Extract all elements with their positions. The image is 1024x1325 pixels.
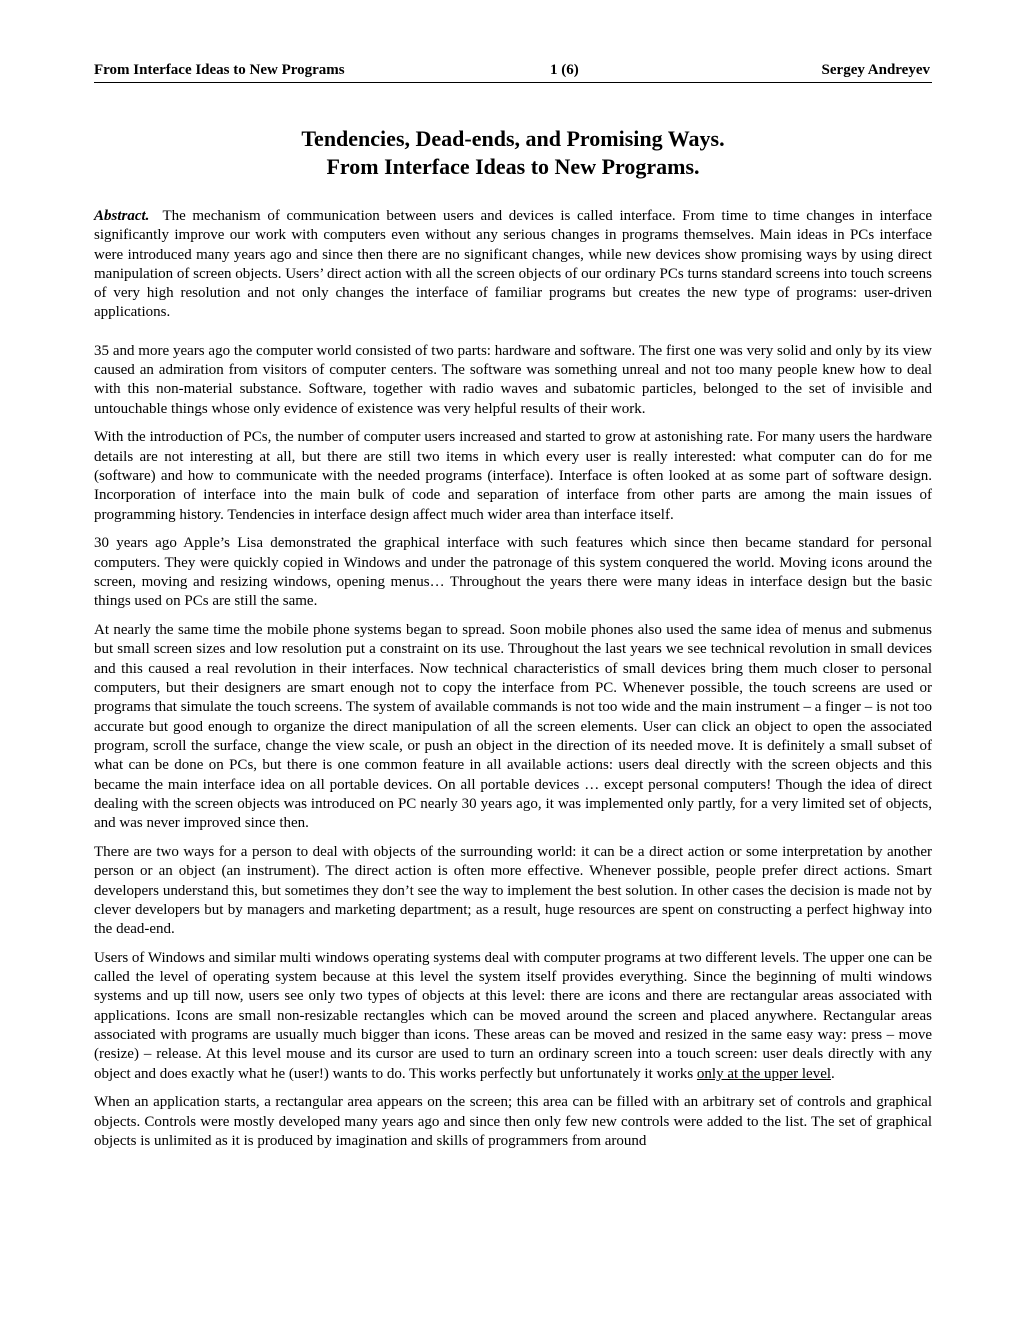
- paragraph-1: 35 and more years ago the computer world consisted of two parts: hardware and software. The first one was very solid and only by its view caused an admiration from visitors of computer centers. The software was something unreal and not too many people knew how to deal with this non-material substance. Software, together with radio waves and subatomic particles, belonged to the set of invisible and untouchable things whose only evidence of existence was very helpful results of their work.: [94, 342, 932, 417]
- paragraph-2: With the introduction of PCs, the number of computer users increased and started to grow at astonishing rate. For many users the hardware details are not interesting at all, but there are still two items in which every user is really interested: what computer can do for me (software) and how to communicate with the needed programs (interface). Interface is often looked at as some part of software design. Incorporation of interface into the main bulk of code and separation of interface from other parts are among the main issues of programming history. Tendencies in interface design affect much wider area than interface itself.: [94, 429, 932, 523]
- title-line-1: Tendencies, Dead-ends, and Promising Ways.: [301, 126, 725, 151]
- paper-body: [94, 207, 932, 1161]
- header-paper-title: From Interface Ideas to New Programs: [94, 62, 345, 78]
- page-header: [94, 60, 932, 83]
- paragraph-3: 30 years ago Apple’s Lisa demonstrated the graphical interface with such features which since then became standard for personal computers. They were quickly copied in Windows and under the patronage of this system conquered the world. Moving icons around the screen, moving and resizing windows, opening menus… Throughout the years there were many ideas in interface design but the basic things used on PCs are still the same.: [94, 535, 932, 610]
- header-page-number: 1 (6): [550, 62, 579, 78]
- underlined-phrase: only at the upper level: [696, 1065, 832, 1082]
- paragraph-4: At nearly the same time the mobile phone systems began to spread. Soon mobile phones also used the same idea of menus and submenus but small screen sizes and low resolution put a constraint on its use. Throughout the last years we see technical revolution in small devices and this caused a real revolution in their interfaces. Now technical characteristics of small devices bring them much closer to personal computers, but their designers are smart enough not to copy the interface from PC. Whenever possible, the touch screens are used or programs that simulate the touch screens. The system of available commands is not too wide and the main instrument – a finger – is not too accurate but good enough to organize the direct manipulation of all the screen elements. User can click an object to open the associated program, scroll the surface, change the view scale, or push an object in the direction of its needed move. It is definitely a small subset of what can be done on PCs, but there is one common feature in all available actions: users deal directly with the screen objects and this became the main interface idea on all portable devices. On all portable devices … except personal computers! Though the idea of direct dealing with the screen objects was introduced on PC nearly 30 years ago, it was implemented only partly, for a very limited set of objects, and was never improved since then.: [94, 622, 932, 832]
- paragraph-5: There are two ways for a person to deal with objects of the surrounding world: it can be a direct action or some interpretation by another person or an object (an instrument). The direct action is often more effective. Whenever possible, people prefer direct actions. Smart developers understand this, but sometimes they don’t see the way to implement the best solution. In other cases the decision is made not by clever developers but by managers and marketing department; as a result, huge resources are spent on constructing a perfect highway into the dead-end.: [94, 843, 932, 938]
- abstract-text: The mechanism of communication between users and devices is called interface. From time to time changes in interface significantly improve our work with computers even without any serious changes in programs themselves. Main ideas in PCs interface were introduced many years ago and since then there are no significant changes, while new devices show promising ways by using direct manipulation of screen objects. Users’ direct action with all the screen objects of our ordinary PCs turns standard screens into touch screens of very high resolution and not only changes the interface of familiar programs but creates the new type of programs: user-driven applications.: [94, 208, 932, 321]
- abstract-label: Abstract.: [94, 208, 150, 224]
- paragraph-6: [94, 949, 932, 1084]
- paragraph-6-text: Users of Windows and similar multi windows operating systems deal with computer programs at two different levels. The upper one can be called the level of operating system because at this level the system itself provides everything. Since the beginning of multi windows systems and up till now, users see only two types of objects at this level: there are icons and there are rectangular areas associated with applications. Icons are small non-resizable rectangles which can be moved around the screen and placed anywhere. Rectangular areas associated with programs are usually much bigger than icons. These areas can be moved and resized in the same easy way: press – move (resize) – release. At this level mouse and its cursor are used to turn an ordinary screen into a touch screen: user deals directly with any object and does exactly what he (user!) wants to do. This works perfectly but unfortunately it works: [94, 949, 932, 1082]
- title-line-2: From Interface Ideas to New Programs.: [326, 154, 700, 179]
- paper-title: [94, 125, 932, 181]
- header-author: Sergey Andreyev: [821, 62, 930, 78]
- abstract: [94, 207, 932, 323]
- paragraph-7: When an application starts, a rectangular area appears on the screen; this area can be filled with an arbitrary set of controls and graphical objects. Controls were mostly developed many years ago and since then only few new controls were added to the list. The set of graphical objects is unlimited as it is produced by imagination and skills of programmers from around: [94, 1094, 932, 1150]
- paragraph-6-end: .: [831, 1065, 835, 1082]
